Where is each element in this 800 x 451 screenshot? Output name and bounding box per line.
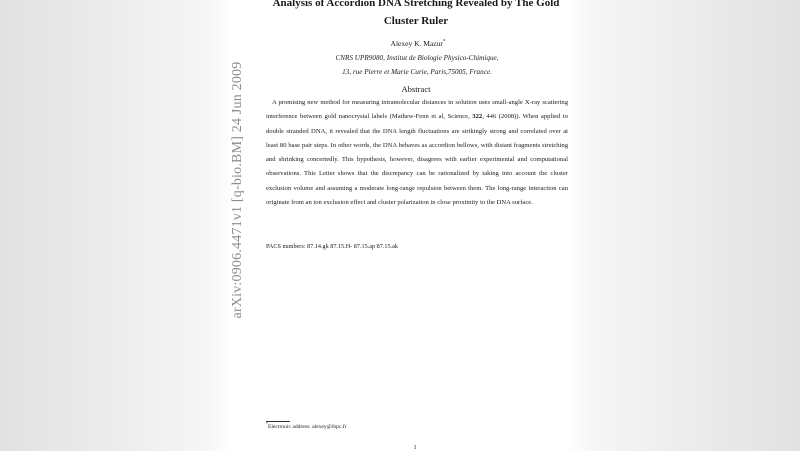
page-number: 1: [413, 444, 417, 451]
affiliation-line-1: CNRS UPR9080, Institut de Biologie Physico-Chimique,: [335, 54, 499, 62]
abstract-heading: Abstract: [401, 84, 431, 94]
affiliation-line-2: 13, rue Pierre et Marie Curie, Paris,75005, France.: [342, 68, 492, 76]
paper-title: [232, 0, 600, 30]
author-line: [300, 39, 536, 48]
footnote: [266, 424, 566, 430]
pacs-numbers: PACS numbers: 87.14.gk 87.15.H- 87.15.ap 87.15.ak: [266, 243, 398, 250]
title-line-1: Analysis of Accordion DNA Stretching Revealed by The Gold: [272, 0, 560, 9]
title-line-2: Cluster Ruler: [383, 15, 449, 27]
abstract-body: [266, 96, 568, 210]
author-footnote-marker: *: [442, 38, 446, 45]
abstract-volume-number: 322: [472, 113, 483, 121]
abstract-text-part-2: , 446 (2008)). When applied to double stranded DNA, it revealed that the DNA length fluctuations are strikingly strong and correlated over at least 80 base pair steps. In other words, the DNA behaves as accordion bellows, with distant fragments stretching and shrinking concertedly. This hypothesis, however, disagrees with earlier experimental and computational observations. This Letter shows that the discrepancy can be rationalized by taking into account the cluster exclusion volume and assuming a moderate long-range repulsion between them. The long-range interaction can originate from an ion exclusion effect and cluster polarization in close proximity to the DNA surface.: [266, 113, 569, 207]
footnote-rule: [266, 421, 290, 422]
footnote-marker: *: [266, 422, 268, 427]
arxiv-identifier: arXiv:0906.4471v1 [q-bio.BM] 24 Jun 2009: [230, 61, 245, 319]
footnote-email: Electronic address: alexey@ibpc.fr: [267, 424, 347, 430]
author-name: Alexey K. Mazur: [390, 39, 443, 48]
abstract-text-part-1: A promising new method for measuring intramolecular distances in solution uses small-angle X-ray scattering interference between gold nanocrystal labels (Mathew-Fenn et al, Science,: [266, 99, 568, 121]
arxiv-side-stamp: [228, 0, 248, 450]
